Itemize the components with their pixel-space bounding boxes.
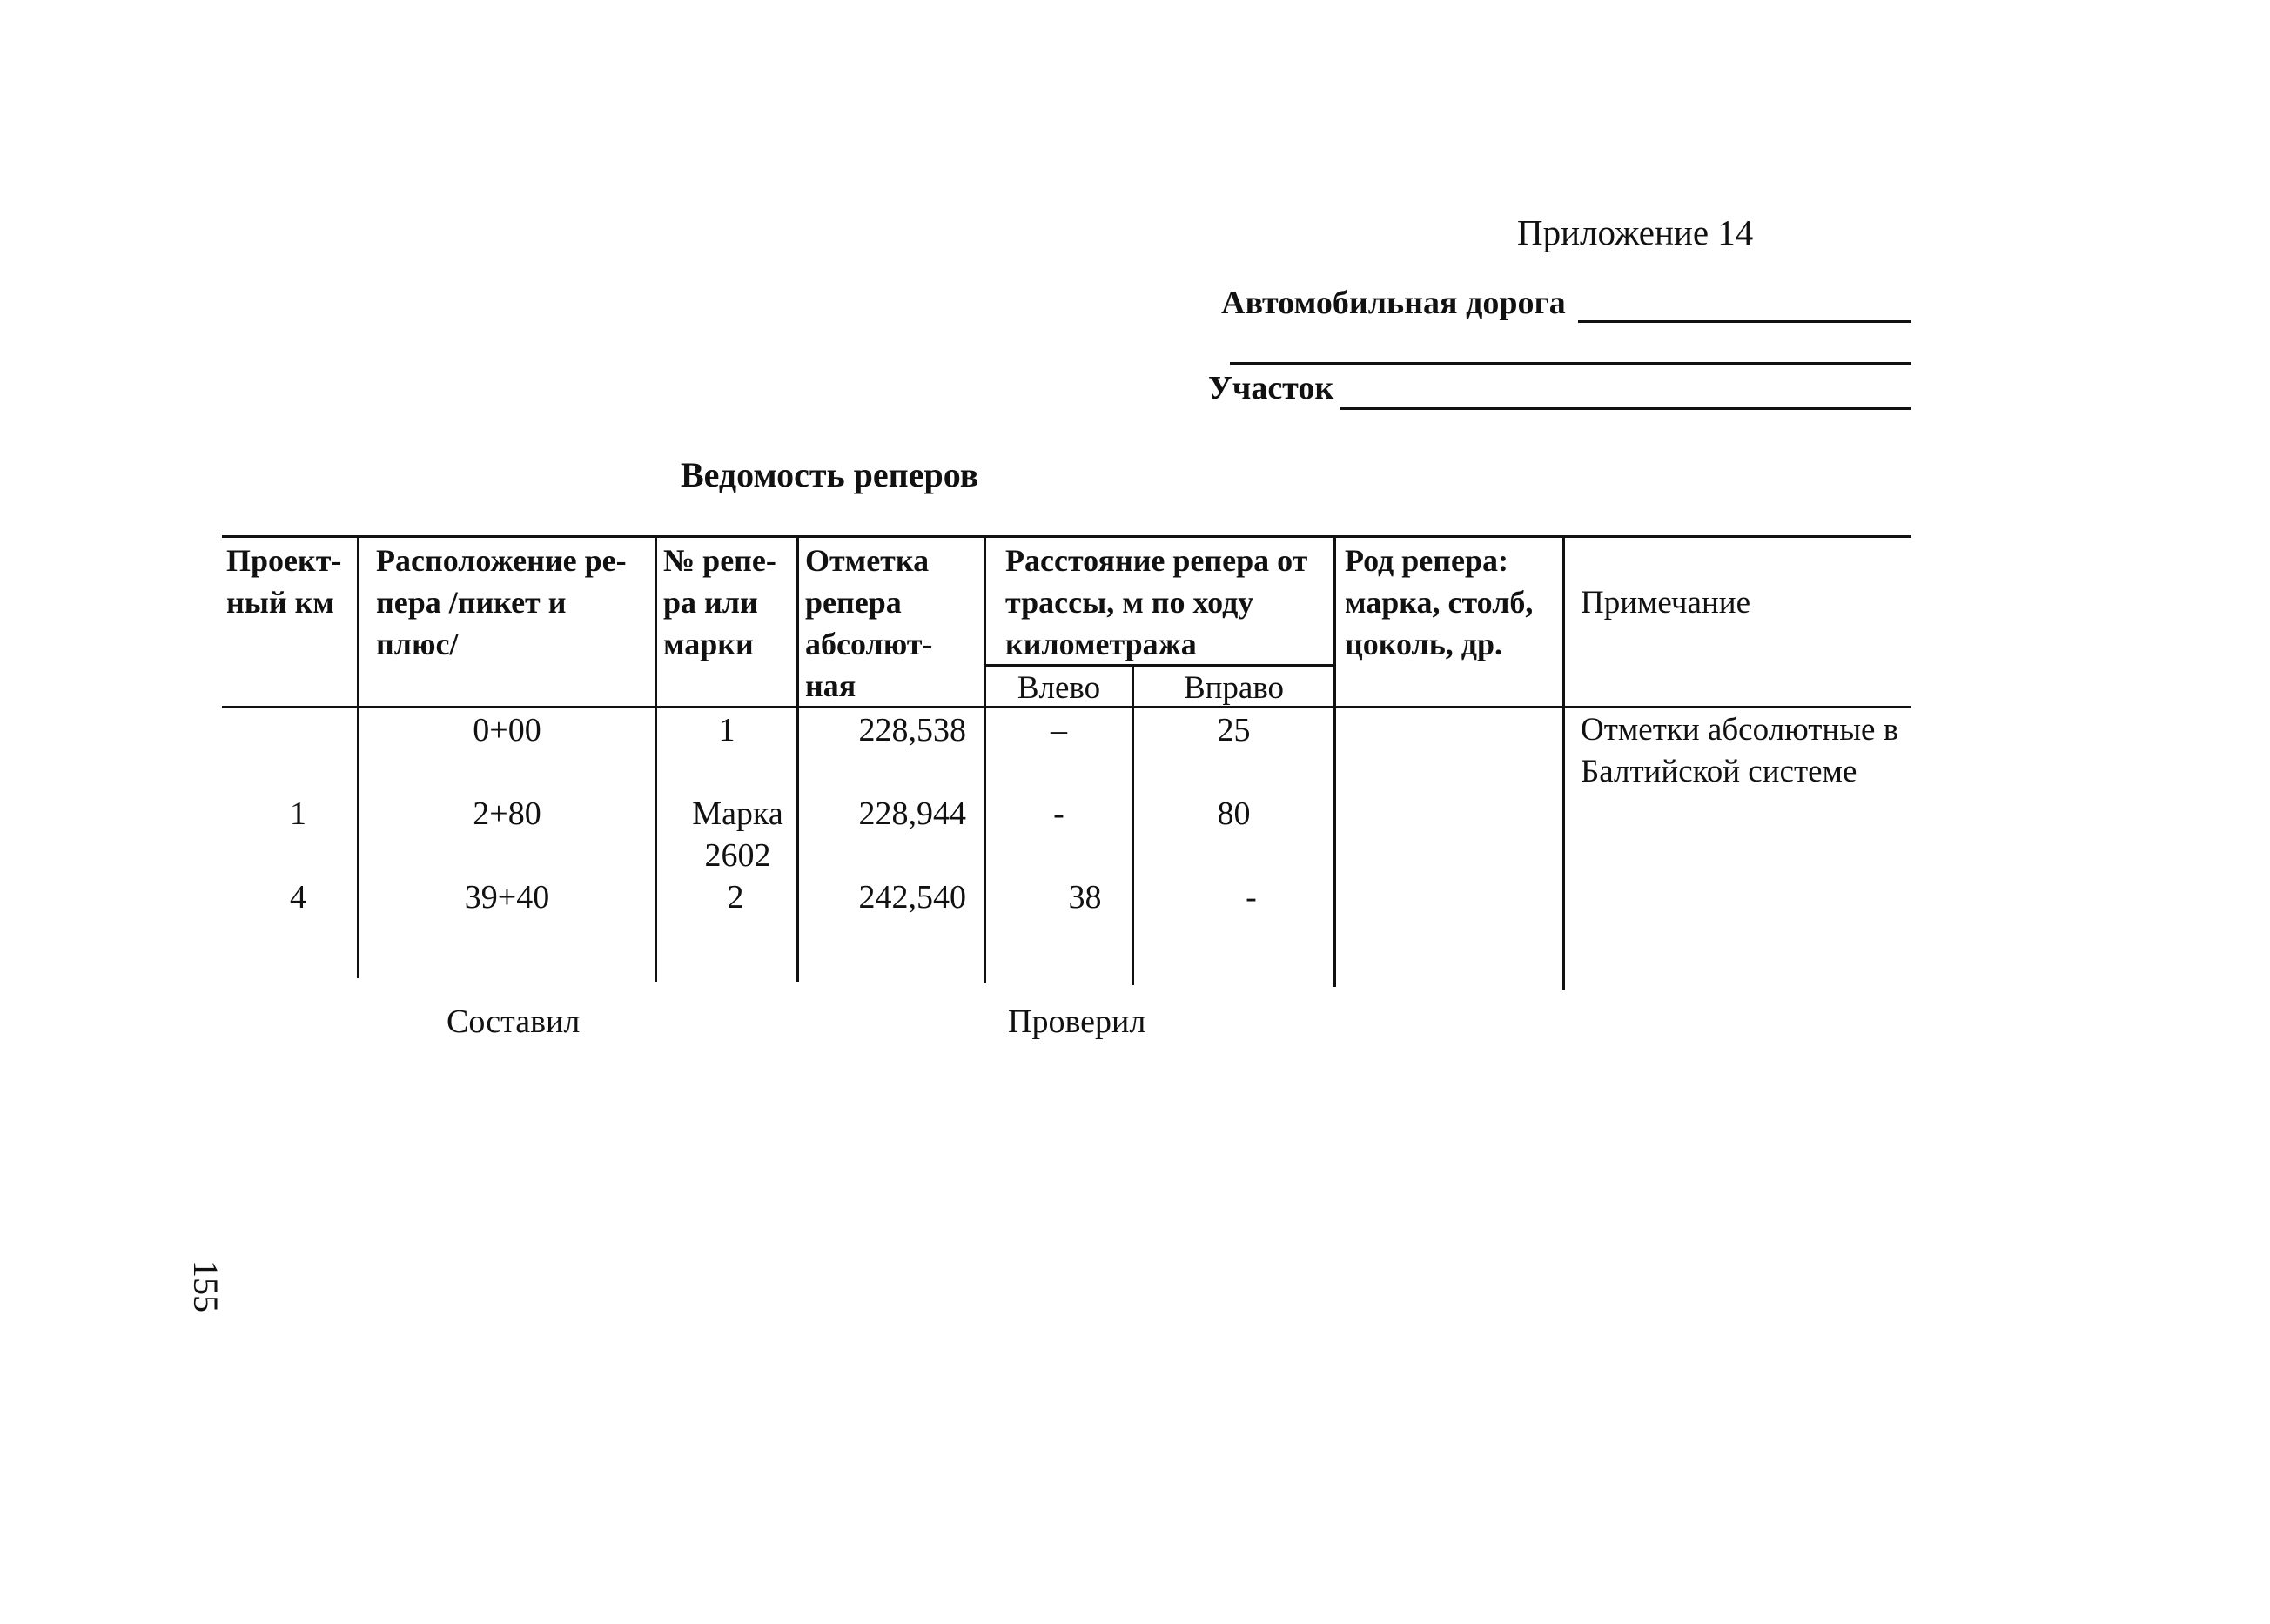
row3-right: - <box>1246 879 1257 916</box>
col-divider-7 <box>1562 536 1565 990</box>
row2-location: 2+80 <box>473 795 541 832</box>
col-divider-2 <box>655 536 657 982</box>
row3-km: 4 <box>290 879 306 916</box>
table-header-rule <box>222 706 1911 708</box>
row2-elevation: 228,944 <box>858 795 966 832</box>
col-divider-6 <box>1333 536 1336 987</box>
row3-number: 2 <box>727 879 744 916</box>
row2-right: 80 <box>1217 795 1251 832</box>
road-blank-line-1 <box>1578 320 1911 323</box>
row1-right: 25 <box>1217 712 1251 748</box>
road-blank-line-2 <box>1230 362 1911 365</box>
header-type: Род репера: марка, столб, цоколь, др. <box>1345 543 1534 661</box>
col-divider-3 <box>796 536 799 982</box>
note-text: Отметки абсолютные в Балтийской системе <box>1581 712 1899 789</box>
header-elevation: Отметка репера абсолют-ная <box>805 543 933 703</box>
row1-number: 1 <box>718 712 735 748</box>
header-km: Проект-ный км <box>226 543 342 620</box>
header-distance: Расстояние репера от трассы, м по ходу километража <box>1005 543 1308 661</box>
row1-elevation: 228,538 <box>858 712 966 748</box>
header-note: Примечание <box>1581 585 1750 621</box>
row2-number: Марка 2602 <box>692 795 783 874</box>
page-number: 155 <box>186 1260 225 1312</box>
col-divider-5 <box>1132 665 1134 985</box>
document-title: Ведомость реперов <box>681 455 979 494</box>
header-left: Влево <box>1017 670 1101 706</box>
col-divider-4 <box>984 536 986 983</box>
section-label: Участок <box>1208 370 1334 406</box>
header-number: № репе-ра или марки <box>663 543 776 661</box>
table-sub-rule <box>984 664 1333 667</box>
col-divider-1 <box>357 536 359 978</box>
row3-location: 39+40 <box>464 879 550 916</box>
table-top-rule <box>222 535 1911 538</box>
row1-left: – <box>1051 712 1067 748</box>
compiled-by-label: Составил <box>447 1003 581 1040</box>
checked-by-label: Проверил <box>1008 1003 1146 1040</box>
road-label: Автомобильная дорога <box>1221 285 1566 321</box>
row2-km: 1 <box>290 795 306 832</box>
section-blank-line <box>1340 407 1911 410</box>
row2-left: - <box>1053 795 1064 832</box>
row1-location: 0+00 <box>473 712 541 748</box>
header-location: Расположение ре-пера /пикет и плюс/ <box>376 543 627 661</box>
header-right: Вправо <box>1183 670 1285 706</box>
row3-left: 38 <box>1068 879 1102 916</box>
row3-elevation: 242,540 <box>858 879 966 916</box>
appendix-number: Приложение 14 <box>1517 212 1754 252</box>
